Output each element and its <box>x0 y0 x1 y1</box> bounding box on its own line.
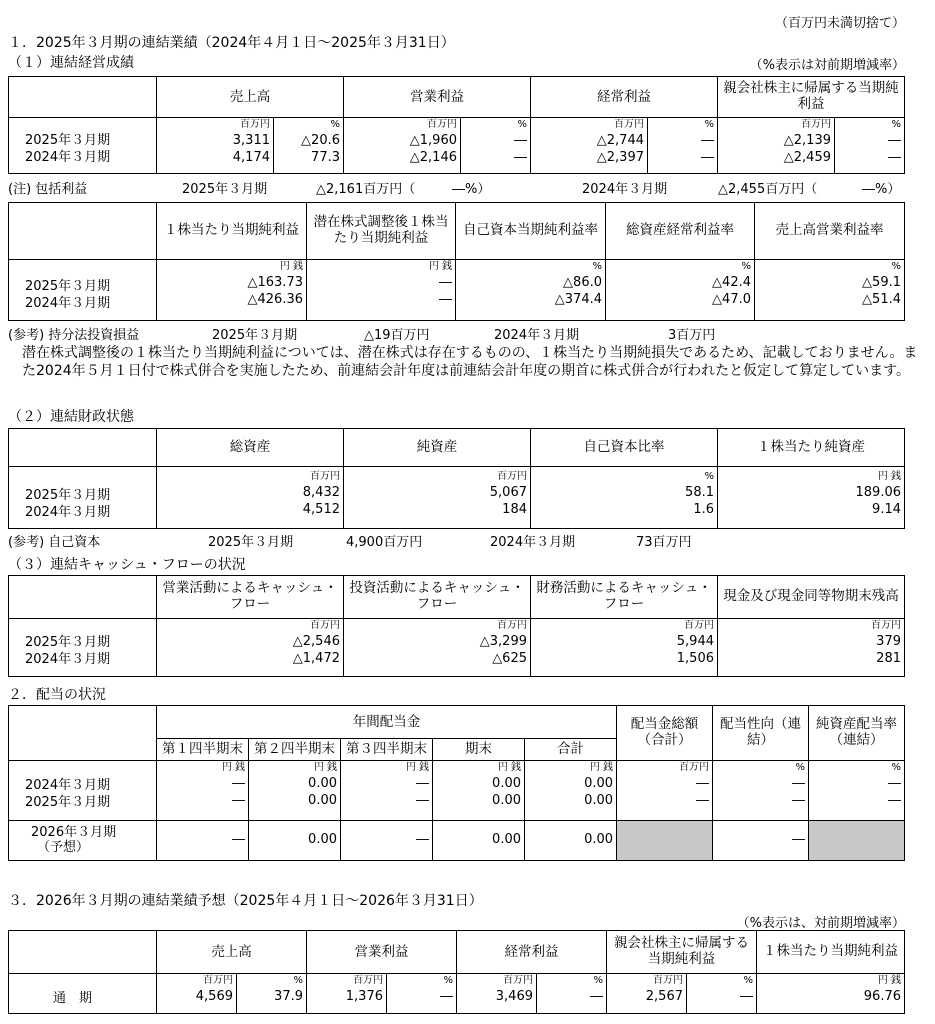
unit-label: % <box>592 261 602 272</box>
header-dividend-ratio: 純資産配当率（連結） <box>809 706 905 761</box>
row-label: 2024年３月期 <box>25 150 111 165</box>
value-cell: ― <box>232 793 245 808</box>
header-equity-ratio: 自己資本比率 <box>531 429 718 467</box>
unit-label: % <box>704 471 714 482</box>
value-cell: 1,506 <box>676 651 714 666</box>
pct-note: （%表示は対前期増減率） <box>749 58 905 73</box>
row-label: 2025年３月期 <box>25 488 111 503</box>
header-dividend-total: 配当金総額（合計） <box>617 706 713 761</box>
value-cell: △51.4 <box>862 292 901 307</box>
value-cell: △47.0 <box>712 292 751 307</box>
row-label: 2024年３月期 <box>25 505 111 520</box>
unit-label: 百万円 <box>497 620 527 631</box>
value-cell: △59.1 <box>862 275 901 290</box>
unit-label: 百万円 <box>684 620 714 631</box>
header-ordinary-income: 経常利益 <box>531 77 718 118</box>
value-cell: 58.1 <box>685 485 714 500</box>
unit-label: 百万円 <box>679 762 710 773</box>
unit-label: % <box>741 261 751 272</box>
corner-cell <box>9 429 157 467</box>
unit-label: % <box>443 975 453 986</box>
corner-cell <box>9 706 157 761</box>
value-cell: ― <box>701 150 714 165</box>
header-cash-balance: 現金及び現金同等物期末残高 <box>718 576 905 619</box>
value-cell: ― <box>696 793 710 808</box>
shaded-cell <box>809 821 905 861</box>
header-sales: 売上高 <box>157 77 344 118</box>
value-cell: △1,960 <box>409 133 457 148</box>
ref-value-2: 73百万円 <box>636 535 692 550</box>
value-cell: ― <box>888 793 902 808</box>
unit-label: % <box>743 975 753 986</box>
note-period-2: 2024年３月期 <box>582 182 668 197</box>
value-cell: 0.00 <box>308 793 337 808</box>
unit-label: 円 銭 <box>497 762 521 773</box>
value-cell: 4,512 <box>302 502 340 517</box>
header-bps: １株当たり純資産 <box>718 429 905 467</box>
row-label: 2025年３月期 <box>25 635 111 650</box>
value-cell: ― <box>440 989 453 1004</box>
note-value-2: △2,455百万円（ <box>718 182 818 197</box>
corner-cell <box>9 203 157 260</box>
shaded-cell <box>617 821 713 861</box>
subsection-title-2: （２）連結財政状態 <box>8 409 134 425</box>
value-cell: ― <box>888 133 901 148</box>
value-cell: ― <box>514 150 527 165</box>
value-cell: ― <box>792 776 806 791</box>
forecast-label: 2026年３月期 <box>31 825 117 841</box>
header-q1: 第１四半期末 <box>157 739 249 761</box>
value-cell: △2,744 <box>596 133 644 148</box>
value-cell: ― <box>696 776 710 791</box>
value-cell: 379 <box>876 634 901 649</box>
header-operating-income: 営業利益 <box>344 77 531 118</box>
value-cell: ― <box>416 776 429 791</box>
ref-period-2: 2024年３月期 <box>490 535 576 550</box>
eps-table <box>8 202 905 321</box>
header-roa: 総資産経常利益率 <box>606 203 755 260</box>
section-title-3: ３．2026年３月期の連結業績予想（2025年４月１日～2026年３月31日） <box>8 893 483 909</box>
value-cell: ― <box>514 133 527 148</box>
value-cell: ― <box>157 821 249 861</box>
header-total: 合計 <box>525 739 617 761</box>
header-diluted-eps: 潜在株式調整後１株当たり当期純利益 <box>307 203 456 260</box>
header-q2: 第２四半期末 <box>249 739 341 761</box>
value-cell: 0.00 <box>525 821 617 861</box>
row-label: 通 期 <box>53 991 93 1006</box>
header-eps: １株当たり当期純利益 <box>757 931 905 974</box>
value-cell: △3,299 <box>479 634 527 649</box>
value-cell: 4,569 <box>195 989 233 1004</box>
unit-label: 百万円 <box>203 975 233 986</box>
unit-label: 百万円 <box>353 975 383 986</box>
note-value-1: △2,161百万円（ <box>316 182 416 197</box>
value-cell: △2,459 <box>783 150 831 165</box>
value-cell: ― <box>590 989 603 1004</box>
note-rate-2: ―%） <box>862 182 901 197</box>
forecast-table <box>8 930 905 1014</box>
unit-label: 百万円 <box>653 975 683 986</box>
eps-note-paragraph: 潜在株式調整後の１株当たり当期純利益については、潜在株式は存在するものの、１株当たり当期純損失であるため、記載しておりません。また2024年５月１日付で株式併合を実施したため、前連結会計年度は前連結会計年度の期首に株式併合が行われたと仮定して算定しています。 <box>22 345 918 379</box>
unit-label: % <box>330 119 340 130</box>
ref-period-1: 2025年３月期 <box>208 535 294 550</box>
value-cell: 3,469 <box>495 989 533 1004</box>
unit-label: % <box>704 119 714 130</box>
ref-value-1: 4,900百万円 <box>346 535 423 550</box>
header-eps: １株当たり当期純利益 <box>157 203 307 260</box>
unit-label: % <box>795 762 806 773</box>
unit-label: % <box>891 762 902 773</box>
operating-results-table <box>8 76 905 174</box>
header-payout-ratio: 配当性向（連結） <box>713 706 809 761</box>
unit-label: % <box>891 119 901 130</box>
unit-label: 百万円 <box>240 119 270 130</box>
value-cell: 8,432 <box>302 485 340 500</box>
row-label: 2024年３月期 <box>25 778 111 793</box>
value-cell: ― <box>792 793 806 808</box>
value-cell: 0.00 <box>584 776 614 791</box>
value-cell: 0.00 <box>249 821 341 861</box>
unit-label: % <box>891 261 901 272</box>
header-q3: 第３四半期末 <box>341 739 433 761</box>
unit-label: 円 銭 <box>313 762 337 773</box>
value-cell: ― <box>888 150 901 165</box>
subsection-title-1: （１）連結経営成績 <box>8 55 134 71</box>
corner-cell <box>9 931 157 974</box>
value-cell: ― <box>701 133 714 148</box>
value-cell: △2,546 <box>292 634 340 649</box>
header-total-assets: 総資産 <box>157 429 344 467</box>
value-cell: △374.4 <box>554 292 602 307</box>
section-title-1: １．2025年３月期の連結業績（2024年４月１日～2025年３月31日） <box>8 35 455 51</box>
value-cell: 0.00 <box>308 776 337 791</box>
value-cell: △42.4 <box>712 275 751 290</box>
unit-label: 円 銭 <box>221 762 245 773</box>
note-period-1: 2025年３月期 <box>182 182 268 197</box>
unit-label: 百万円 <box>310 471 340 482</box>
value-cell: △625 <box>492 651 527 666</box>
unit-label: % <box>593 975 603 986</box>
header-operating-income: 営業利益 <box>307 931 457 974</box>
unit-label: 百万円 <box>871 620 901 631</box>
header-year-end: 期末 <box>433 739 525 761</box>
unit-label: 円 銭 <box>877 975 901 986</box>
value-cell: 0.00 <box>584 793 614 808</box>
value-cell: ― <box>416 793 429 808</box>
unit-note: （百万円未満切捨て） <box>774 16 905 31</box>
value-cell: 0.00 <box>492 776 521 791</box>
row-label: 2025年３月期 <box>25 133 111 148</box>
row-label: 2025年３月期 <box>25 279 111 294</box>
ref-value-1: △19百万円 <box>364 328 430 343</box>
cash-flow-table <box>8 575 905 677</box>
value-cell: △86.0 <box>563 275 602 290</box>
pct-note: （%表示は、対前期増減率） <box>736 916 905 931</box>
unit-label: 百万円 <box>497 471 527 482</box>
value-cell: 1.6 <box>693 502 714 517</box>
value-cell: 77.3 <box>311 150 340 165</box>
value-cell: ― <box>740 989 753 1004</box>
header-roe: 自己資本当期純利益率 <box>456 203 606 260</box>
value-cell: △2,397 <box>596 150 644 165</box>
unit-label: 百万円 <box>503 975 533 986</box>
unit-label: 百万円 <box>310 620 340 631</box>
value-cell: ― <box>439 275 452 290</box>
ref-period-1: 2025年３月期 <box>212 328 298 343</box>
value-cell: 1,376 <box>345 989 383 1004</box>
value-cell: 37.9 <box>274 989 303 1004</box>
value-cell: △163.73 <box>247 275 303 290</box>
value-cell: 5,944 <box>676 634 714 649</box>
unit-label: 円 銭 <box>405 762 429 773</box>
value-cell: 2,567 <box>645 989 683 1004</box>
value-cell: ― <box>713 821 809 861</box>
header-margin: 売上高営業利益率 <box>755 203 905 260</box>
value-cell: 0.00 <box>492 793 521 808</box>
corner-cell <box>9 77 157 118</box>
ref-label: (参考) 自己資本 <box>8 535 101 550</box>
value-cell: △2,139 <box>783 133 831 148</box>
value-cell: 189.06 <box>855 485 901 500</box>
row-label: 2024年３月期 <box>25 652 111 667</box>
header-annual-dividend: 年間配当金 <box>157 706 617 739</box>
value-cell: ― <box>888 776 902 791</box>
ref-value-2: 3百万円 <box>668 328 716 343</box>
note-rate-1: ―%） <box>452 182 491 197</box>
value-cell: 96.76 <box>863 989 901 1004</box>
value-cell: 184 <box>502 502 527 517</box>
unit-label: 円 銭 <box>279 261 303 272</box>
value-cell: ― <box>439 292 452 307</box>
value-cell: 9.14 <box>872 502 901 517</box>
financial-position-table <box>8 428 905 529</box>
value-cell: 0.00 <box>433 821 525 861</box>
ref-label: (参考) 持分法投資損益 <box>8 328 140 343</box>
value-cell: ― <box>341 821 433 861</box>
dividend-table <box>8 705 905 861</box>
unit-label: 百万円 <box>614 119 644 130</box>
forecast-sublabel: （予想） <box>37 839 90 855</box>
value-cell: 281 <box>876 651 901 666</box>
unit-label: 円 銭 <box>877 471 901 482</box>
section-title-2: ２．配当の状況 <box>8 687 106 703</box>
value-cell: 5,067 <box>489 485 527 500</box>
value-cell: △426.36 <box>247 292 303 307</box>
unit-label: 百万円 <box>801 119 831 130</box>
header-net-assets: 純資産 <box>344 429 531 467</box>
header-financing-cf: 財務活動によるキャッシュ・フロー <box>531 576 718 619</box>
header-ordinary-income: 経常利益 <box>457 931 607 974</box>
unit-label: 円 銭 <box>428 261 452 272</box>
unit-label: % <box>517 119 527 130</box>
subsection-title-3: （３）連結キャッシュ・フローの状況 <box>8 557 246 573</box>
value-cell: 4,174 <box>232 150 270 165</box>
ref-period-2: 2024年３月期 <box>494 328 580 343</box>
value-cell: 3,311 <box>232 133 270 148</box>
header-net-income: 親会社株主に帰属する当期純利益 <box>607 931 757 974</box>
header-operating-cf: 営業活動によるキャッシュ・フロー <box>157 576 344 619</box>
header-investing-cf: 投資活動によるキャッシュ・フロー <box>344 576 531 619</box>
value-cell: △2,146 <box>409 150 457 165</box>
unit-label: 百万円 <box>427 119 457 130</box>
value-cell: ― <box>232 776 245 791</box>
header-net-income: 親会社株主に帰属する当期純利益 <box>718 77 905 118</box>
note-label: (注) 包括利益 <box>8 182 88 197</box>
header-sales: 売上高 <box>157 931 307 974</box>
corner-cell <box>9 576 157 619</box>
row-label: 2025年３月期 <box>25 795 111 810</box>
value-cell: △1,472 <box>292 651 340 666</box>
unit-label: % <box>293 975 303 986</box>
unit-label: 円 銭 <box>589 762 614 773</box>
row-label: 2024年３月期 <box>25 296 111 311</box>
value-cell: △20.6 <box>301 133 340 148</box>
